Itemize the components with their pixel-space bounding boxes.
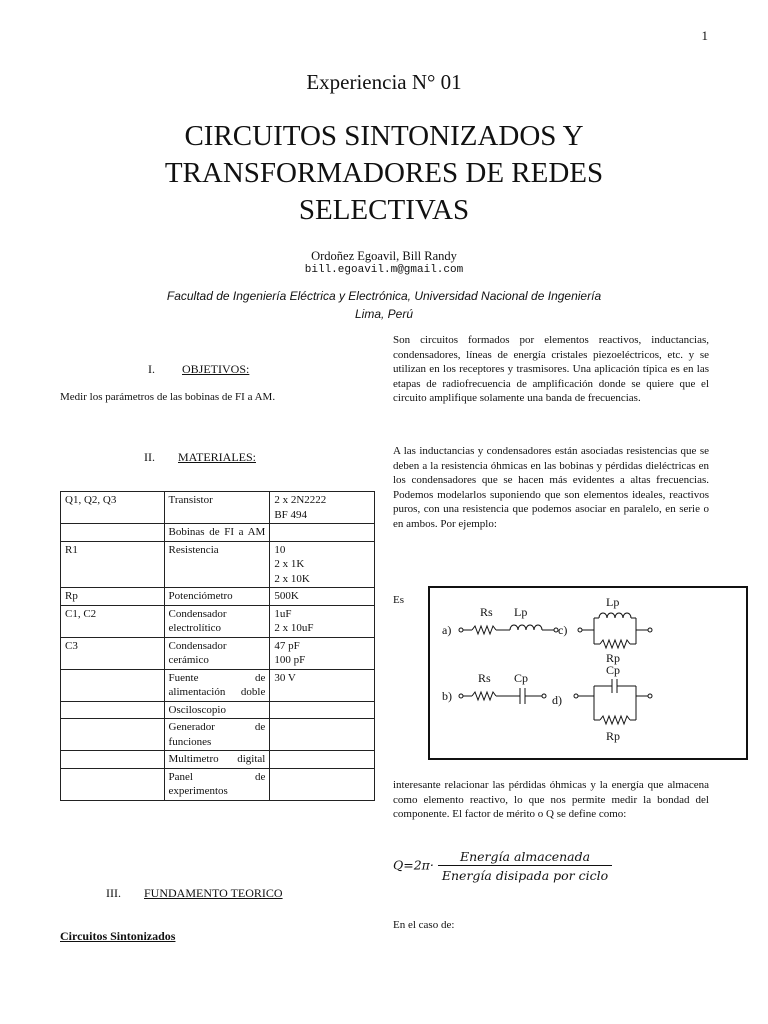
table-cell-qty: 47 pF 100 pF: [270, 637, 375, 669]
table-row: [61, 719, 375, 751]
resistor-icon: [472, 692, 496, 700]
section-number: II.: [144, 450, 155, 464]
table-cell-item: Resistencia: [164, 541, 270, 588]
label-rp-d: Rp: [606, 729, 621, 743]
resistor-icon: [600, 716, 630, 724]
table-row: [61, 637, 375, 669]
table-cell-qty: 2 x 2N2222 BF 494: [270, 492, 375, 524]
table-cell-ref: [61, 524, 165, 542]
section-heading-objetivos: [148, 362, 249, 377]
section-heading-materiales: [144, 450, 256, 465]
inductor-icon: [510, 625, 542, 630]
table-cell-ref: C3: [61, 637, 165, 669]
label-lp-a: Lp: [514, 605, 528, 619]
materials-table: [60, 491, 375, 801]
author-email: bill.egoavil.m@gmail.com: [304, 264, 464, 276]
table-cell-item: Condensador cerámico: [164, 637, 270, 669]
section-heading-fundamento: [106, 886, 283, 901]
label-rs-a: Rs: [480, 605, 493, 619]
affiliation-line: Facultad de Ingeniería Eléctrica y Electrónica, Universidad Nacional de Ingeniería: [166, 289, 602, 303]
table-cell-qty: 500K: [270, 588, 375, 606]
label-rp-c: Rp: [606, 651, 621, 665]
section-label: OBJETIVOS:: [182, 362, 250, 376]
paragraph-intro: Son circuitos formados por elementos reactivos, inductancias, condensadores, líneas de energía cristales piezoeléctricos, etc. y se utilizan en los receptores y trasmisores. Una aplicación típica es en las etapas de radiofrecuencia de amplificación donde se quiere que el circuito amplifique solamente una banda de frecuencias.: [393, 334, 709, 404]
affiliation: [0, 287, 768, 323]
label-lp-c: Lp: [606, 595, 620, 609]
experiment-heading: Experiencia N° 01: [306, 70, 462, 94]
table-cell-item: Fuente de alimentación doble: [164, 669, 270, 701]
formula-numerator: Energía almacenada: [438, 849, 612, 866]
table-cell-qty: 10 2 x 1K 2 x 10K: [270, 541, 375, 588]
resistor-icon: [472, 626, 496, 634]
table-cell-qty: 1uF 2 x 10uF: [270, 605, 375, 637]
author-name: Ordoñez Egoavil, Bill Randy: [311, 249, 457, 263]
table-cell-ref: C1, C2: [61, 605, 165, 637]
table-cell-qty: [270, 768, 375, 800]
table-cell-item: Potenciómetro: [164, 588, 270, 606]
table-cell-ref: [61, 751, 165, 769]
circuit-label-b: b): [442, 689, 452, 703]
label-cp-b: Cp: [514, 671, 529, 685]
title-line: CIRCUITOS SINTONIZADOS Y: [184, 120, 584, 152]
table-row: [61, 701, 375, 719]
resistor-icon: [600, 640, 630, 648]
table-cell-item: Bobinas de FI a AM: [164, 524, 270, 542]
table-row: [61, 492, 375, 524]
circuit-label-d: d): [552, 693, 562, 707]
table-cell-qty: 30 V: [270, 669, 375, 701]
section-number: III.: [106, 886, 121, 900]
formula-lhs: Q=2π·: [393, 857, 434, 873]
terminal: [459, 628, 463, 632]
table-cell-ref: [61, 669, 165, 701]
circuit-models-figure: [428, 586, 748, 760]
inductor-icon: [599, 613, 631, 618]
table-cell-qty: [270, 701, 375, 719]
en-el-caso-text: En el caso de:: [393, 919, 455, 931]
affiliation-line: Lima, Perú: [354, 307, 414, 321]
table-row: [61, 768, 375, 800]
table-row: [61, 669, 375, 701]
title-line: TRANSFORMADORES DE REDES: [164, 157, 604, 189]
subheading-circuitos: Circuitos Sintonizados: [60, 929, 176, 943]
circuit-label-c: c): [558, 623, 568, 637]
table-cell-ref: Rp: [61, 588, 165, 606]
circuit-diagram: [430, 588, 746, 758]
q-formula: [393, 849, 612, 883]
formula-denominator: Energía disipada por ciclo: [441, 868, 609, 883]
table-cell-qty: [270, 719, 375, 751]
page-number: 1: [701, 28, 708, 43]
es-text: Es: [393, 594, 404, 606]
title-line: SELECTIVAS: [298, 194, 470, 226]
label-rs-b: Rs: [478, 671, 491, 685]
formula-fraction: [438, 849, 612, 883]
section-label: MATERIALES:: [178, 450, 256, 464]
table-cell-item: Multimetro digital: [164, 751, 270, 769]
circuit-label-a: a): [442, 623, 452, 637]
paragraph-resistencias: A las inductancias y condensadores están asociadas resistencias que se deben a la resistencia óhmicas en las bobinas y pérdidas dieléctricas en los condensadores que se hacen más evidentes a altas frecuencias. Podemos modelarlos suponiendo que son elementos ideales, reactivos puros, con una resistencia que podemos asociar en paralelo, en serie o en ambos. Por ejemplo:: [393, 445, 709, 530]
table-cell-ref: Q1, Q2, Q3: [61, 492, 165, 524]
table-cell-ref: [61, 719, 165, 751]
table-row: [61, 751, 375, 769]
table-cell-ref: [61, 701, 165, 719]
table-cell-ref: R1: [61, 541, 165, 588]
table-cell-item: Panel de experimentos: [164, 768, 270, 800]
paragraph-factor-merito: interesante relacionar las pérdidas óhmicas y la energía que almacena como elemento reactivo, lo que nos permite medir la bondad del componente. El factor de mérito o Q se define como:: [393, 779, 709, 820]
table-row: [61, 524, 375, 542]
section-number: I.: [148, 362, 155, 376]
table-cell-item: Condensador electrolítico: [164, 605, 270, 637]
table-cell-item: Osciloscopio: [164, 701, 270, 719]
table-cell-qty: [270, 751, 375, 769]
objetivos-text: Medir los parámetros de las bobinas de FI a AM.: [60, 391, 276, 403]
table-cell-item: Transistor: [164, 492, 270, 524]
label-cp-d: Cp: [606, 663, 621, 677]
paper-title: [80, 118, 688, 229]
table-cell-ref: [61, 768, 165, 800]
section-label: FUNDAMENTO TEORICO: [144, 886, 283, 900]
table-row: [61, 605, 375, 637]
table-row: [61, 541, 375, 588]
table-cell-qty: [270, 524, 375, 542]
table-row: [61, 588, 375, 606]
table-cell-item: Generador de funciones: [164, 719, 270, 751]
